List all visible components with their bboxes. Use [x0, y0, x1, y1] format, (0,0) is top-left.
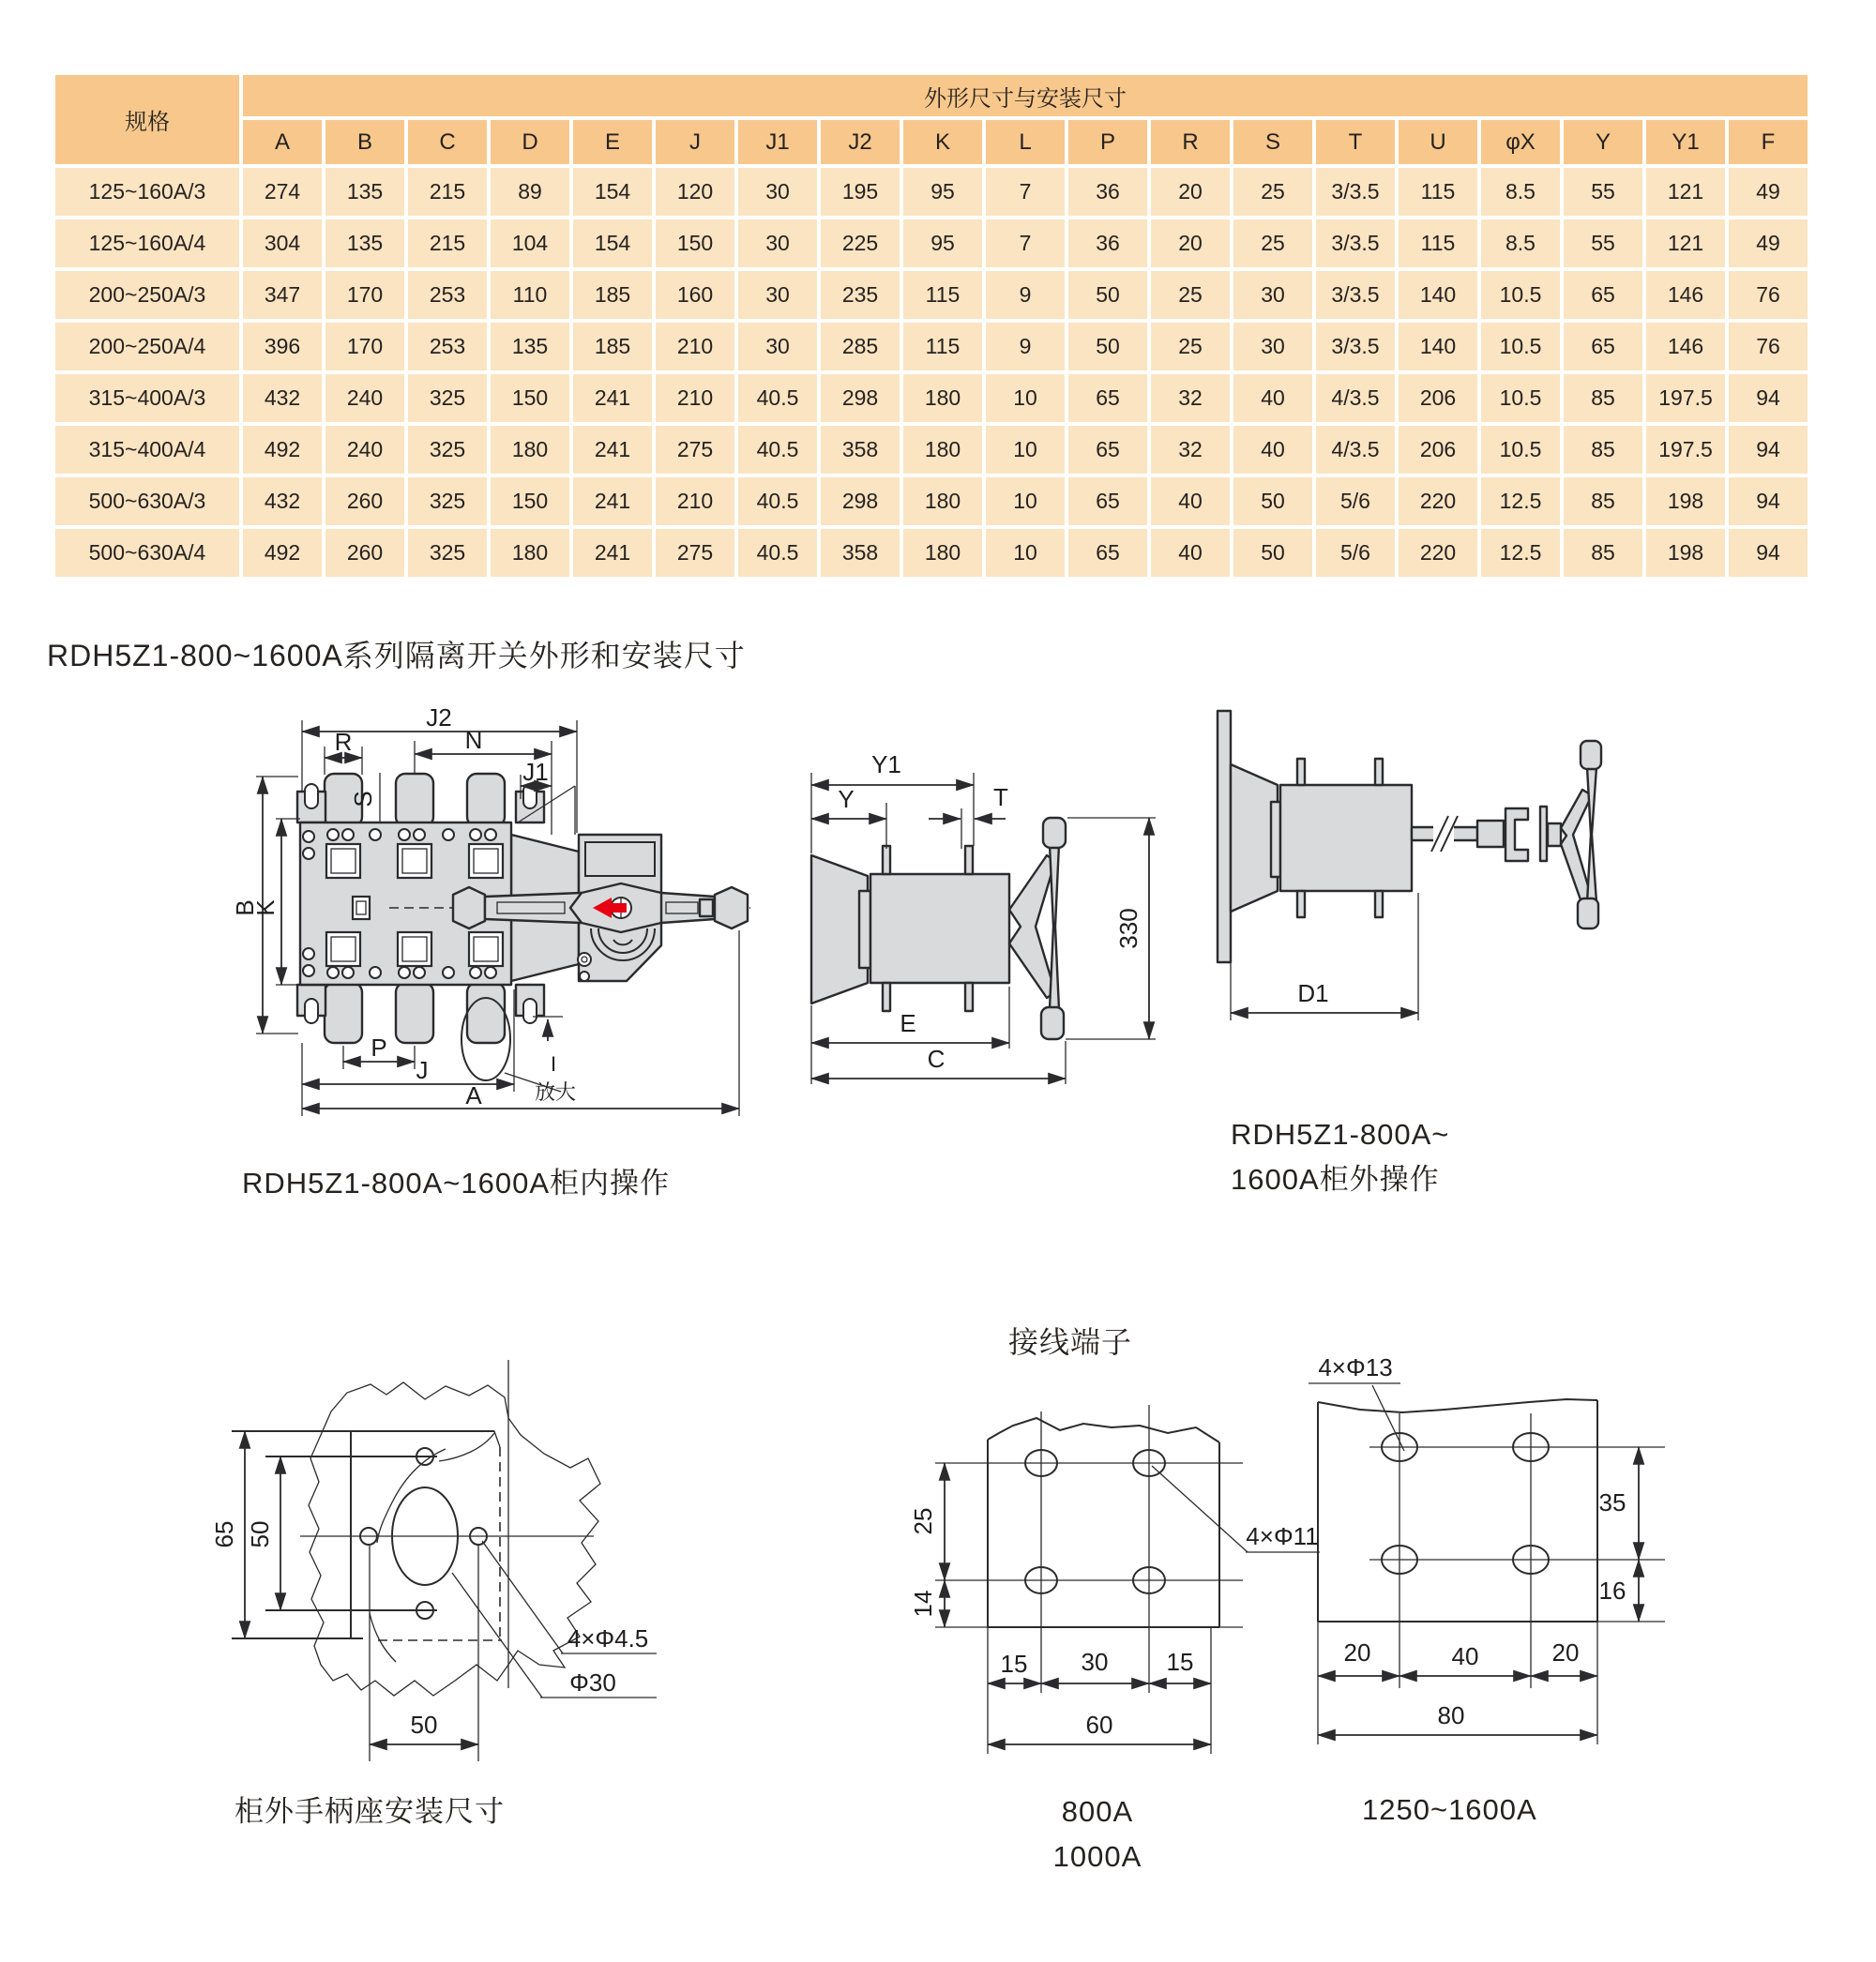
column-header-Y1: Y1 — [1646, 120, 1725, 164]
dim-label-15r: 15 — [1166, 1648, 1194, 1676]
table-cell: 304 — [243, 219, 322, 267]
spec-cell: 500~630A/3 — [55, 477, 239, 525]
table-cell: 10 — [986, 374, 1065, 422]
column-header-Y: Y — [1564, 120, 1642, 164]
outside-view-caption-line2: 1600A柜外操作 — [1231, 1163, 1440, 1197]
table-cell: 65 — [1068, 426, 1147, 474]
table-cell: 185 — [573, 323, 652, 370]
table-cell: 94 — [1729, 426, 1808, 474]
table-cell: 396 — [243, 323, 322, 370]
table-cell: 206 — [1399, 374, 1477, 422]
terminal-plate — [935, 1405, 1243, 1627]
table-cell: 146 — [1646, 271, 1725, 319]
dim-label-65: 65 — [210, 1520, 238, 1548]
table-cell: 65 — [1068, 477, 1147, 525]
terminal-800-drawing — [886, 1360, 1327, 1773]
table-cell: 110 — [491, 271, 569, 319]
table-cell: 275 — [656, 529, 734, 577]
dim-label-50h: 50 — [410, 1711, 438, 1739]
table-cell: 210 — [656, 374, 734, 422]
dim-label-15l: 15 — [1000, 1650, 1028, 1678]
table-cell: 9 — [986, 271, 1065, 319]
table-cell: 40 — [1151, 477, 1230, 525]
handle-seat-plate — [232, 1360, 594, 1688]
table-cell: 94 — [1729, 529, 1808, 577]
table-cell: 180 — [903, 374, 982, 422]
table-cell: 10.5 — [1481, 323, 1560, 370]
table-cell: 9 — [986, 323, 1065, 370]
table-cell: 241 — [573, 529, 652, 577]
table-cell: 94 — [1729, 374, 1808, 422]
dimension-lines — [245, 1431, 657, 1761]
dim-label-25: 25 — [909, 1507, 937, 1535]
column-header-K: K — [903, 120, 982, 164]
mounting-panel — [1218, 711, 1231, 962]
column-header-F: F — [1729, 120, 1808, 164]
torn-panel-outline — [309, 1382, 600, 1696]
dim-label-r: R — [334, 728, 353, 756]
table-cell: 76 — [1729, 271, 1808, 319]
table-cell: 195 — [821, 168, 900, 216]
column-header-J2: J2 — [821, 120, 900, 164]
column-header-φX: φX — [1481, 120, 1560, 164]
dim-label-y1: Y1 — [871, 750, 901, 778]
table-cell: 215 — [408, 168, 487, 216]
terminal-800-caption-line1: 800A — [1061, 1795, 1134, 1828]
table-row — [55, 219, 1808, 267]
table-cell: 25 — [1233, 219, 1312, 267]
table-cell: 180 — [491, 529, 569, 577]
front-view-caption: RDH5Z1-800A~1600A柜内操作 — [242, 1167, 671, 1200]
table-cell: 40 — [1151, 529, 1230, 577]
spec-cell: 315~400A/3 — [55, 374, 239, 422]
table-cell: 3/3.5 — [1316, 271, 1395, 319]
table-cell: 121 — [1646, 168, 1725, 216]
switch-body-side — [870, 874, 1009, 983]
table-cell: 20 — [1151, 219, 1230, 267]
table-cell: 325 — [408, 529, 487, 577]
table-cell: 198 — [1646, 477, 1725, 525]
table-cell: 30 — [738, 271, 817, 319]
table-cell: 140 — [1399, 323, 1477, 370]
table-cell: 3/3.5 — [1316, 168, 1395, 216]
table-cell: 220 — [1399, 477, 1477, 525]
table-cell: 260 — [325, 477, 404, 525]
table-cell: 260 — [325, 529, 404, 577]
table-cell: 185 — [573, 271, 652, 319]
dim-label-50v: 50 — [246, 1520, 274, 1548]
dimensions-table — [52, 71, 1811, 581]
table-cell: 135 — [491, 323, 569, 370]
table-cell: 95 — [903, 219, 982, 267]
table-cell: 49 — [1729, 168, 1808, 216]
table-cell: 7 — [986, 168, 1065, 216]
table-cell: 492 — [243, 529, 322, 577]
table-cell: 146 — [1646, 323, 1725, 370]
terminal-1250-caption: 1250~1600A — [1362, 1793, 1537, 1826]
table-cell: 10.5 — [1481, 271, 1560, 319]
table-cell: 65 — [1564, 271, 1642, 319]
table-cell: 55 — [1564, 219, 1642, 267]
column-header-C: C — [408, 120, 487, 164]
table-cell: 94 — [1729, 477, 1808, 525]
dim-label-s: S — [349, 791, 377, 807]
dim-label-80: 80 — [1437, 1701, 1465, 1729]
table-cell: 25 — [1233, 168, 1312, 216]
y-handle — [1009, 818, 1066, 1039]
table-cell: 104 — [491, 219, 569, 267]
dim-label-y: Y — [838, 785, 855, 813]
table-cell: 85 — [1564, 374, 1642, 422]
table-cell: 8.5 — [1481, 168, 1560, 216]
table-cell: 432 — [243, 477, 322, 525]
table-cell: 274 — [243, 168, 322, 216]
y-handle — [1561, 741, 1601, 928]
table-cell: 215 — [408, 219, 487, 267]
terminal-800-caption — [1022, 1789, 1172, 1879]
handle-seat-drawing — [178, 1341, 685, 1782]
table-cell: 89 — [491, 168, 569, 216]
table-row — [55, 168, 1808, 216]
table-cell: 30 — [738, 323, 817, 370]
table-cell: 40.5 — [738, 477, 817, 525]
table-cell: 241 — [573, 477, 652, 525]
table-cell: 241 — [573, 426, 652, 474]
terminals-heading: 接线端子 — [1008, 1325, 1133, 1359]
table-row — [55, 271, 1808, 319]
table-cell: 325 — [408, 374, 487, 422]
column-letters-row — [55, 120, 1808, 164]
column-header-U: U — [1399, 120, 1477, 164]
table-cell: 49 — [1729, 219, 1808, 267]
dim-label-20r: 20 — [1551, 1638, 1580, 1667]
table-cell: 241 — [573, 374, 652, 422]
table-cell: 40.5 — [738, 374, 817, 422]
table-cell: 30 — [1233, 271, 1312, 319]
front-view-drawing — [188, 694, 769, 1200]
switch-body-outside — [1280, 785, 1412, 891]
dim-label-14: 14 — [909, 1590, 937, 1618]
table-cell: 240 — [325, 374, 404, 422]
dim-label-c: C — [927, 1045, 946, 1073]
table-cell: 36 — [1068, 219, 1147, 267]
table-cell: 358 — [821, 529, 900, 577]
table-cell: 275 — [656, 426, 734, 474]
dim-label-60: 60 — [1085, 1711, 1113, 1739]
table-cell: 135 — [325, 219, 404, 267]
dim-label-d1: D1 — [1297, 979, 1329, 1007]
table-cell: 10 — [986, 426, 1065, 474]
dim-label-a: A — [465, 1081, 482, 1109]
table-cell: 5/6 — [1316, 477, 1395, 525]
dim-label-b: B — [231, 899, 259, 916]
table-cell: 12.5 — [1481, 529, 1560, 577]
column-header-J1: J1 — [738, 120, 817, 164]
dim-label-4xd13: 4×Φ13 — [1318, 1353, 1393, 1381]
table-cell: 65 — [1068, 529, 1147, 577]
dim-label-j1: J1 — [522, 758, 549, 786]
table-cell: 358 — [821, 426, 900, 474]
table-cell: 5/6 — [1316, 529, 1395, 577]
table-cell: 210 — [656, 477, 734, 525]
dim-label-e: E — [900, 1009, 916, 1037]
dim-label-40: 40 — [1451, 1642, 1479, 1670]
table-row — [55, 323, 1808, 370]
table-cell: 10 — [986, 477, 1065, 525]
dim-label-j: J — [416, 1056, 429, 1084]
table-cell: 170 — [325, 271, 404, 319]
table-cell: 3/3.5 — [1316, 219, 1395, 267]
column-header-R: R — [1151, 120, 1230, 164]
spec-cell: 125~160A/3 — [55, 168, 239, 216]
table-cell: 40.5 — [738, 529, 817, 577]
dim-label-16: 16 — [1598, 1577, 1626, 1605]
dim-label-20l: 20 — [1343, 1638, 1371, 1667]
dim-label-d30: Φ30 — [569, 1668, 616, 1697]
table-row — [55, 374, 1808, 422]
table-cell: 140 — [1399, 271, 1477, 319]
table-cell: 170 — [325, 323, 404, 370]
table-cell: 30 — [738, 219, 817, 267]
dim-label-4xd4.5: 4×Φ4.5 — [567, 1624, 649, 1653]
table-cell: 225 — [821, 219, 900, 267]
table-cell: 150 — [491, 477, 569, 525]
table-cell: 25 — [1151, 271, 1230, 319]
table-cell: 325 — [408, 426, 487, 474]
extension-shaft — [1412, 807, 1561, 861]
spec-cell: 500~630A/4 — [55, 529, 239, 577]
spec-cell: 200~250A/4 — [55, 323, 239, 370]
table-cell: 30 — [738, 168, 817, 216]
column-header-L: L — [986, 120, 1065, 164]
dimension-lines — [945, 1463, 1320, 1754]
table-cell: 10 — [986, 529, 1065, 577]
table-cell: 36 — [1068, 168, 1147, 216]
table-cell: 180 — [903, 529, 982, 577]
table-cell: 10.5 — [1481, 426, 1560, 474]
dim-label-4xd11: 4×Φ11 — [1246, 1522, 1319, 1550]
table-row — [55, 477, 1808, 525]
table-cell: 160 — [656, 271, 734, 319]
table-cell: 50 — [1233, 529, 1312, 577]
table-cell: 135 — [325, 168, 404, 216]
table-cell: 325 — [408, 477, 487, 525]
dim-label-35: 35 — [1598, 1488, 1626, 1517]
spec-cell: 200~250A/3 — [55, 271, 239, 319]
table-cell: 7 — [986, 219, 1065, 267]
spec-column-header: 规格 — [55, 75, 239, 164]
table-cell: 150 — [491, 374, 569, 422]
dimension-lines — [1309, 1383, 1639, 1744]
dim-label-t: T — [993, 783, 1008, 811]
table-cell: 32 — [1151, 374, 1230, 422]
dim-label-n: N — [464, 726, 483, 754]
table-cell: 65 — [1564, 323, 1642, 370]
dim-label-k: K — [251, 899, 280, 916]
table-cell: 32 — [1151, 426, 1230, 474]
table-cell: 85 — [1564, 529, 1642, 577]
table-cell: 180 — [903, 477, 982, 525]
table-cell: 206 — [1399, 426, 1477, 474]
table-cell: 492 — [243, 426, 322, 474]
table-cell: 12.5 — [1481, 477, 1560, 525]
column-header-S: S — [1233, 120, 1312, 164]
table-cell: 115 — [903, 323, 982, 370]
table-cell: 40 — [1233, 426, 1312, 474]
side-view-drawing — [769, 713, 1219, 1107]
dim-label-30: 30 — [1081, 1648, 1109, 1676]
table-cell: 154 — [573, 219, 652, 267]
table-cell: 25 — [1151, 323, 1230, 370]
table-cell: 298 — [821, 477, 900, 525]
dim-label-330: 330 — [1114, 908, 1142, 949]
spec-cell: 315~400A/4 — [55, 426, 239, 474]
table-cell: 240 — [325, 426, 404, 474]
column-header-D: D — [491, 120, 569, 164]
table-cell: 432 — [243, 374, 322, 422]
table-cell: 20 — [1151, 168, 1230, 216]
table-cell: 30 — [1233, 323, 1312, 370]
table-cell: 154 — [573, 168, 652, 216]
table-cell: 298 — [821, 374, 900, 422]
table-cell: 197.5 — [1646, 374, 1725, 422]
column-header-B: B — [325, 120, 404, 164]
column-header-P: P — [1068, 120, 1147, 164]
table-row — [55, 529, 1808, 577]
table-cell: 85 — [1564, 477, 1642, 525]
spec-cell: 125~160A/4 — [55, 219, 239, 267]
enlarge-label: 放大 — [534, 1080, 577, 1104]
table-row — [55, 426, 1808, 474]
table-cell: 235 — [821, 271, 900, 319]
table-cell: 50 — [1233, 477, 1312, 525]
table-cell: 150 — [656, 219, 734, 267]
section-heading: RDH5Z1-800~1600A系列隔离开关外形和安装尺寸 — [47, 639, 746, 672]
table-cell: 95 — [903, 168, 982, 216]
terminal-800-caption-line2: 1000A — [1052, 1840, 1142, 1874]
table-header-row — [55, 75, 1808, 116]
column-header-E: E — [573, 120, 652, 164]
table-cell: 180 — [491, 426, 569, 474]
dim-label-p: P — [371, 1034, 387, 1062]
table-cell: 65 — [1068, 374, 1147, 422]
table-cell: 3/3.5 — [1316, 323, 1395, 370]
table-cell: 120 — [656, 168, 734, 216]
table-cell: 50 — [1068, 271, 1147, 319]
table-cell: 85 — [1564, 426, 1642, 474]
table-cell: 115 — [1399, 168, 1477, 216]
dim-label-j2: J2 — [426, 703, 452, 732]
table-cell: 253 — [408, 271, 487, 319]
table-cell: 4/3.5 — [1316, 426, 1395, 474]
outside-view-caption-line1: RDH5Z1-800A~ — [1231, 1118, 1450, 1151]
table-cell: 180 — [903, 426, 982, 474]
table-cell: 220 — [1399, 529, 1477, 577]
table-cell: 76 — [1729, 323, 1808, 370]
table-cell: 55 — [1564, 168, 1642, 216]
table-cell: 50 — [1068, 323, 1147, 370]
table-cell: 115 — [903, 271, 982, 319]
outside-view-drawing — [1182, 675, 1707, 1182]
table-cell: 10.5 — [1481, 374, 1560, 422]
table-cell: 198 — [1646, 529, 1725, 577]
table-cell: 40 — [1233, 374, 1312, 422]
table-cell: 4/3.5 — [1316, 374, 1395, 422]
handle-seat-caption: 柜外手柄座安装尺寸 — [234, 1795, 505, 1828]
table-cell: 40.5 — [738, 426, 817, 474]
table-cell: 347 — [243, 271, 322, 319]
table-cell: 8.5 — [1481, 219, 1560, 267]
table-cell: 253 — [408, 323, 487, 370]
column-header-T: T — [1316, 120, 1395, 164]
column-header-J: J — [656, 120, 734, 164]
table-cell: 115 — [1399, 219, 1477, 267]
column-header-A: A — [243, 120, 322, 164]
table-cell: 121 — [1646, 219, 1725, 267]
terminal-1250-drawing — [1290, 1346, 1702, 1768]
group-header: 外形尺寸与安装尺寸 — [243, 75, 1808, 116]
table-cell: 210 — [656, 323, 734, 370]
table-cell: 197.5 — [1646, 426, 1725, 474]
dim-label-i: I — [550, 1052, 557, 1076]
outside-view-caption — [1231, 1112, 1449, 1202]
table-cell: 285 — [821, 323, 900, 370]
